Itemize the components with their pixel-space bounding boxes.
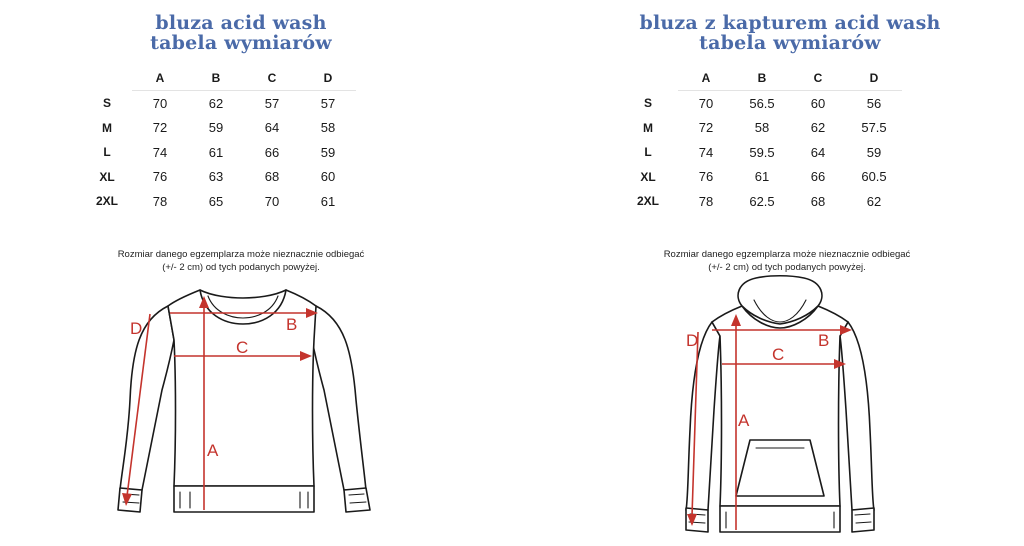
value-d: 57.5 xyxy=(861,120,887,136)
col-header-d: D xyxy=(846,66,902,91)
value-d: 56 xyxy=(866,95,882,111)
col-header-a: A xyxy=(132,66,188,91)
measure-c-label: C xyxy=(772,345,785,364)
value-c: 68 xyxy=(810,193,826,209)
size-label: L xyxy=(644,145,652,160)
value-c: 60 xyxy=(810,95,826,111)
value-a: 72 xyxy=(698,120,714,136)
value-c: 66 xyxy=(810,169,826,185)
size-label: S xyxy=(643,96,652,110)
size-label: L xyxy=(103,145,111,160)
size-label: 2XL xyxy=(95,194,118,209)
col-header-d: D xyxy=(300,66,356,91)
hoodie-right-cuff xyxy=(852,508,874,532)
value-d: 60 xyxy=(320,169,336,185)
value-c: 70 xyxy=(264,193,280,209)
value-b: 58 xyxy=(754,120,770,136)
note-line-1: Rozmiar danego egzemplarza może nieznacznie odbiegać xyxy=(117,249,365,260)
note-line-1: Rozmiar danego egzemplarza może nieznacznie odbiegać xyxy=(663,249,911,260)
value-a: 70 xyxy=(152,95,168,111)
hoodie-left-sleeve xyxy=(686,322,720,510)
value-d: 59 xyxy=(866,144,882,160)
value-d: 62 xyxy=(866,193,882,209)
measure-b-label: B xyxy=(818,331,830,350)
value-b: 59 xyxy=(208,120,224,136)
sweatshirt-right-cuff xyxy=(344,488,370,512)
size-label: XL xyxy=(640,169,656,184)
value-b: 56.5 xyxy=(749,95,775,111)
value-a: 72 xyxy=(152,120,168,136)
size-label: XL xyxy=(99,169,115,184)
note-line-2: (+/- 2 cm) od tych podanych powyżej. xyxy=(162,262,320,273)
value-c: 66 xyxy=(264,144,280,160)
size-label: M xyxy=(102,120,112,135)
size-label: S xyxy=(102,96,111,110)
value-b: 62.5 xyxy=(749,193,775,209)
size-label: 2XL xyxy=(636,194,659,209)
col-header-c: C xyxy=(790,66,846,91)
value-b: 65 xyxy=(208,193,224,209)
value-a: 78 xyxy=(698,193,714,209)
hoodie-left-cuff xyxy=(686,508,708,532)
value-a: 76 xyxy=(698,169,714,185)
value-b: 61 xyxy=(208,144,224,160)
title-line-2: tabela wymiarów xyxy=(150,32,332,54)
measure-a-label: A xyxy=(738,411,750,430)
value-a: 76 xyxy=(152,169,168,185)
value-c: 68 xyxy=(264,169,280,185)
measure-d-label: D xyxy=(130,319,143,338)
measure-c-label: C xyxy=(236,338,249,357)
measure-b-label: B xyxy=(286,315,298,334)
value-a: 74 xyxy=(698,144,714,160)
title-line-2: tabela wymiarów xyxy=(699,32,881,54)
sweatshirt-waistband xyxy=(174,486,314,512)
hoodie-right-sleeve xyxy=(840,322,874,510)
col-header-b: B xyxy=(734,66,790,91)
value-d: 58 xyxy=(320,120,336,136)
value-d: 61 xyxy=(320,193,336,209)
hoodie-panel xyxy=(512,0,1024,546)
value-b: 59.5 xyxy=(749,144,775,160)
hoodie-waistband xyxy=(720,506,840,532)
title-line-1: bluza acid wash xyxy=(155,12,327,34)
col-header-b: B xyxy=(188,66,244,91)
value-b: 62 xyxy=(208,95,224,111)
value-c: 64 xyxy=(810,144,826,160)
measure-d-label: D xyxy=(686,331,699,350)
measure-a-label: A xyxy=(207,441,219,460)
value-a: 70 xyxy=(698,95,714,111)
value-d: 57 xyxy=(320,95,336,111)
hoodie-diagram xyxy=(512,0,1024,546)
value-d: 59 xyxy=(320,144,336,160)
col-header-a: A xyxy=(678,66,734,91)
value-b: 63 xyxy=(208,169,224,185)
title-line-1: bluza z kapturem acid wash xyxy=(639,12,941,34)
sweatshirt-left-cuff xyxy=(118,488,142,512)
value-a: 74 xyxy=(152,144,168,160)
sweatshirt-right-sleeve xyxy=(312,306,366,490)
value-c: 57 xyxy=(264,95,280,111)
note-line-2: (+/- 2 cm) od tych podanych powyżej. xyxy=(708,262,866,273)
value-a: 78 xyxy=(152,193,168,209)
value-c: 62 xyxy=(810,120,826,136)
col-header-c: C xyxy=(244,66,300,91)
value-c: 64 xyxy=(264,120,280,136)
size-label: M xyxy=(643,120,653,135)
value-b: 61 xyxy=(754,169,770,185)
value-d: 60.5 xyxy=(861,169,887,185)
